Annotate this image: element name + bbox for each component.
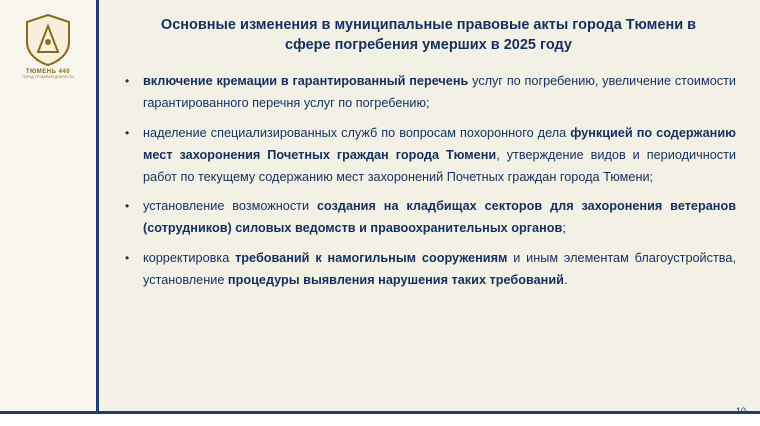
emphasis-text: создания на кладбищах секторов для захоронения ветеранов (сотрудников) силовых ведомств и правоохранительных органов bbox=[143, 199, 736, 236]
emphasis-text: процедуры выявления нарушения таких требований bbox=[227, 272, 564, 287]
page-title: Основные изменения в муниципальные правовые акты города Тюмени в сфере погребения умерших в 2025 году bbox=[160, 17, 697, 53]
slide-content bbox=[99, 0, 760, 426]
shield-icon bbox=[25, 14, 71, 66]
city-emblem bbox=[17, 14, 79, 80]
list-item bbox=[121, 248, 736, 292]
body-text: и иным элементам благоустройства, установление bbox=[143, 251, 736, 287]
list-item bbox=[121, 196, 736, 240]
emblem-subcaption: ГОРОД ТРУДОВОЙ ДОБЛЕСТИ bbox=[22, 75, 74, 79]
list-item bbox=[121, 123, 736, 189]
emphasis-text: требований к намогильным сооружениям bbox=[235, 251, 508, 266]
body-text: ; bbox=[562, 221, 566, 236]
emphasis-text: включение кремации в гарантированный перечень bbox=[143, 74, 469, 89]
body-text: корректировка bbox=[143, 251, 236, 266]
emblem-column bbox=[0, 0, 99, 426]
emblem-caption: ТЮМЕНЬ 440 bbox=[25, 69, 71, 75]
bottom-strip bbox=[0, 414, 760, 426]
body-text: наделение специализированных служб по вопросам похоронного дела bbox=[143, 125, 571, 140]
bullet-list bbox=[121, 71, 736, 292]
body-text: , утверждение видов и периодичности работ по текущему содержанию мест захоронений Почетных граждан города Тюмени; bbox=[143, 147, 737, 184]
body-text: услуг по погребению, увеличение стоимости гарантированного перечня услуг по погребению; bbox=[143, 74, 736, 110]
body-text: . bbox=[563, 272, 568, 287]
list-item bbox=[121, 71, 736, 115]
emphasis-text: функцией по содержанию мест захоронения Почетных граждан города Тюмени bbox=[143, 125, 736, 162]
body-text: установление возможности bbox=[143, 199, 317, 214]
